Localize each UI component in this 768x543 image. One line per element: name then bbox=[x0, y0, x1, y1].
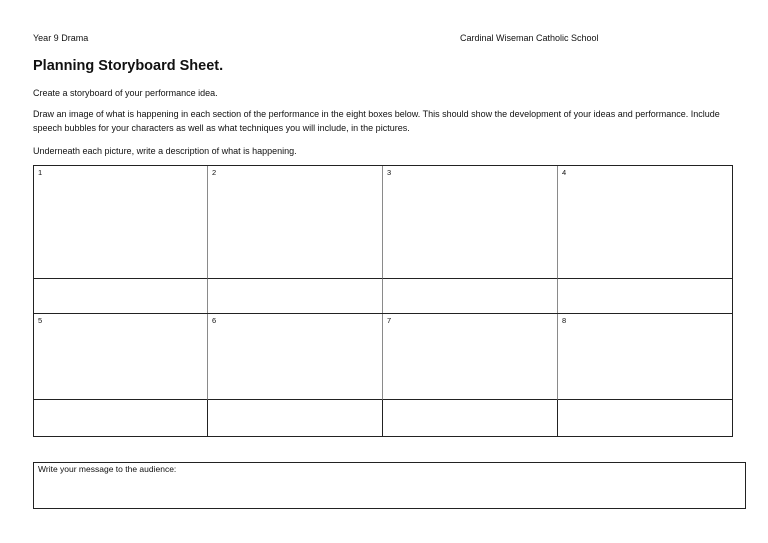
picture-box-2[interactable] bbox=[208, 166, 383, 279]
box-number: 5 bbox=[38, 316, 43, 325]
description-box-2[interactable] bbox=[208, 279, 383, 314]
instruction-draw: Draw an image of what is happening in each section of the performance in the eight boxes below. This should show the development of your ideas and performance. Include speech bubbles for your characters as well as what techniques you will include, in the pictures. bbox=[33, 109, 720, 133]
box-number: 2 bbox=[212, 168, 217, 177]
instruction-describe: Underneath each picture, write a description of what is happening. bbox=[33, 146, 297, 156]
box-number: 7 bbox=[387, 316, 392, 325]
header-year-label: Year 9 Drama bbox=[33, 33, 89, 43]
box-number: 4 bbox=[562, 168, 567, 177]
picture-box-1[interactable] bbox=[33, 166, 208, 279]
instruction-create: Create a storyboard of your performance idea. bbox=[33, 88, 218, 98]
description-box-7[interactable] bbox=[383, 400, 558, 437]
picture-box-6[interactable] bbox=[208, 314, 383, 400]
box-number: 3 bbox=[387, 168, 392, 177]
description-box-8[interactable] bbox=[558, 400, 733, 437]
audience-message-box[interactable] bbox=[33, 462, 746, 509]
picture-box-5[interactable] bbox=[33, 314, 208, 400]
box-number: 8 bbox=[562, 316, 567, 325]
storyboard-row-1 bbox=[33, 165, 733, 314]
storyboard-row-2 bbox=[33, 313, 733, 437]
description-box-1[interactable] bbox=[33, 279, 208, 314]
picture-box-7[interactable] bbox=[383, 314, 558, 400]
page-title: Planning Storyboard Sheet. bbox=[33, 58, 224, 74]
description-box-4[interactable] bbox=[558, 279, 733, 314]
box-number: 1 bbox=[38, 168, 43, 177]
description-box-5[interactable] bbox=[33, 400, 208, 437]
header-school-name: Cardinal Wiseman Catholic School bbox=[460, 33, 599, 43]
picture-box-3[interactable] bbox=[383, 166, 558, 279]
picture-box-8[interactable] bbox=[558, 314, 733, 400]
picture-box-4[interactable] bbox=[558, 166, 733, 279]
audience-message-label: Write your message to the audience: bbox=[38, 464, 177, 474]
box-number: 6 bbox=[212, 316, 217, 325]
description-box-3[interactable] bbox=[383, 279, 558, 314]
description-box-6[interactable] bbox=[208, 400, 383, 437]
